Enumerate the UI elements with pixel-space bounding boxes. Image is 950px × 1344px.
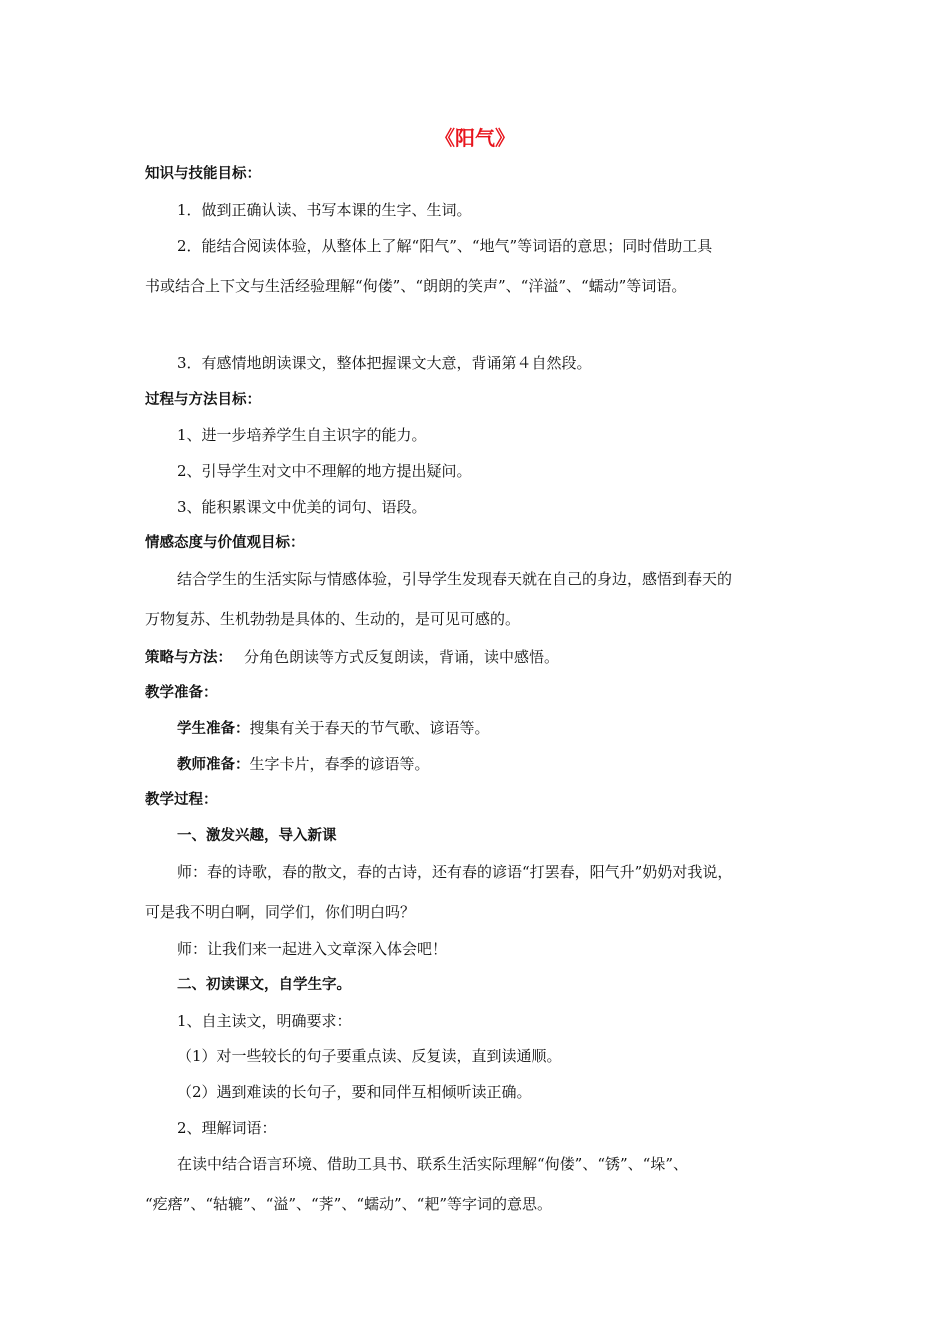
emotion-heading: 情感态度与价值观目标：	[145, 535, 305, 551]
paragraph: 1、进一步培养学生自主识字的能力。	[177, 426, 427, 444]
paragraph: 1．做到正确认读、书写本课的生字、生词。	[177, 201, 472, 219]
student-prep-text: 搜集有关于春天的节气歌、谚语等。	[249, 719, 490, 737]
paragraph: 万物复苏、生机勃勃是具体的、生动的，是可见可感的。	[145, 610, 521, 628]
paragraph: 1、自主读文，明确要求：	[177, 1012, 352, 1030]
student-prep-line	[177, 717, 490, 740]
paragraph: 3、能积累课文中优美的词句、语段。	[177, 498, 427, 516]
teacher-prep-line	[177, 753, 430, 776]
paragraph: 3．有感情地朗读课文，整体把握课文大意，背诵第４自然段。	[177, 354, 592, 372]
section-2-heading: 二、初读课文，自学生字。	[177, 977, 351, 993]
paragraph: 2、引导学生对文中不理解的地方提出疑问。	[177, 462, 472, 480]
paragraph: （1）对一些较长的句子要重点读、反复读，直到读通顺。	[177, 1047, 562, 1065]
student-prep-label: 学生准备：	[177, 721, 250, 737]
section-1-heading: 一、激发兴趣，导入新课	[177, 828, 337, 844]
paragraph: 2、理解词语：	[177, 1119, 277, 1137]
paragraph: 师：让我们来一起进入文章深入体会吧！	[177, 940, 448, 958]
teacher-prep-text: 生字卡片，春季的谚语等。	[249, 755, 430, 773]
strategy-line	[145, 646, 559, 669]
prep-heading: 教学准备：	[145, 685, 218, 701]
paragraph: 在读中结合语言环境、借助工具书、联系生活实际理解“佝偻”、“锈”、“垛”、	[177, 1155, 689, 1173]
paragraph: （2）遇到难读的长句子，要和同伴互相倾听读正确。	[177, 1083, 532, 1101]
paragraph: 2．能结合阅读体验，从整体上了解“阳气”、“地气”等词语的意思；同时借助工具	[177, 237, 713, 255]
strategy-text: 分角色朗读等方式反复朗读，背诵，读中感悟。	[244, 648, 560, 666]
paragraph: “疙瘩”、“轱辘”、“溢”、“荠”、“蠕动”、“耙”等字词的意思。	[145, 1195, 553, 1213]
paragraph: 师：春的诗歌，春的散文，春的古诗，还有春的谚语“打罢春，阳气升”奶奶对我说，	[177, 863, 733, 881]
process-heading: 过程与方法目标：	[145, 392, 261, 408]
paragraph: 可是我不明白啊，同学们，你们明白吗？	[145, 903, 416, 921]
paragraph: 结合学生的生活实际与情感体验，引导学生发现春天就在自己的身边，感悟到春天的	[177, 570, 733, 588]
teaching-process-heading: 教学过程：	[145, 792, 218, 808]
paragraph: 书或结合上下文与生活经验理解“佝偻”、“朗朗的笑声”、“洋溢”、“蠕动”等词语。	[145, 277, 687, 295]
doc-title: 《阳气》	[435, 126, 515, 150]
teacher-prep-label: 教师准备：	[177, 757, 250, 773]
strategy-label: 策略与方法：	[145, 650, 232, 666]
knowledge-heading: 知识与技能目标：	[145, 166, 261, 182]
